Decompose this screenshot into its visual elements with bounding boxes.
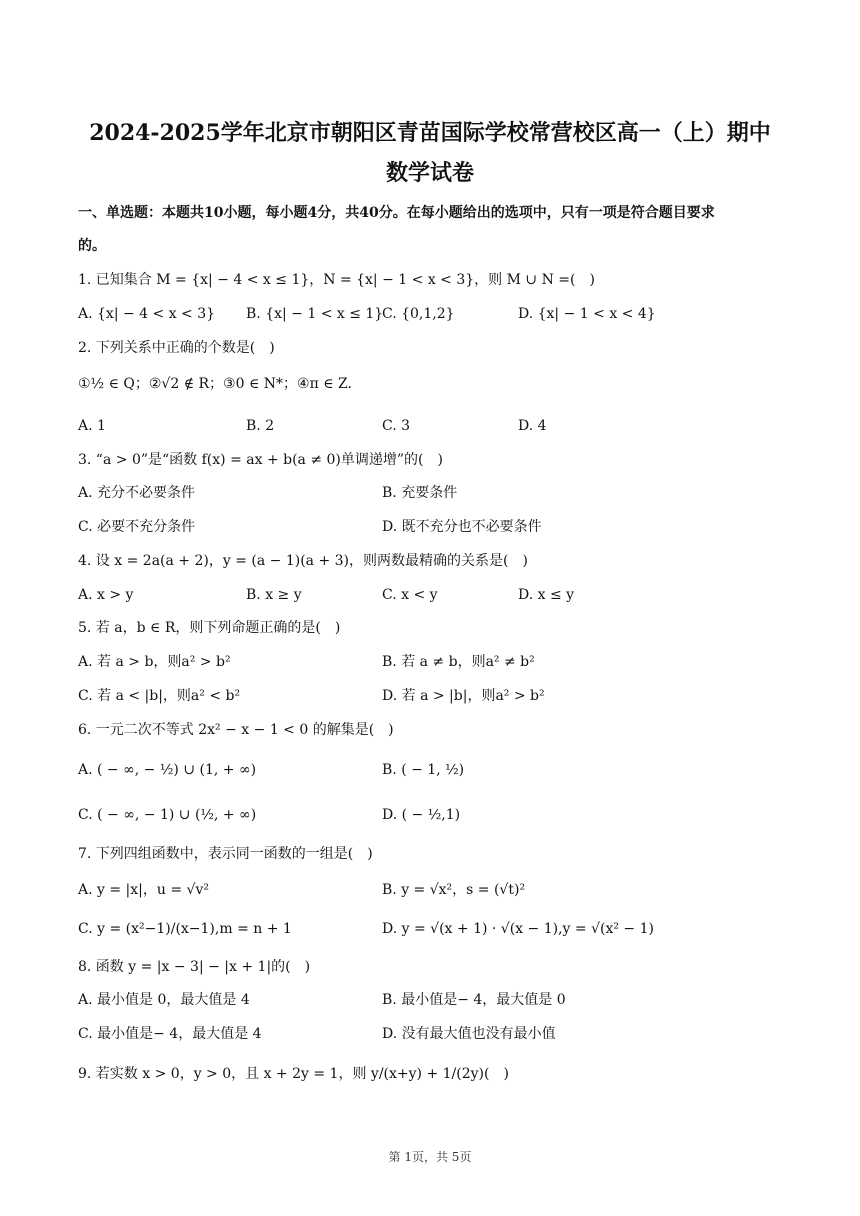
question-4-option-a: A. x > y [78, 587, 134, 603]
question-2-statements: ①½ ∈ Q；②√2 ∉ R；③0 ∈ N*；④π ∈ Z. [78, 376, 352, 392]
question-1-option-a: A. {x| − 4 < x < 3} [78, 306, 216, 322]
question-2-option-c: C. 3 [382, 418, 411, 434]
section-header-continued: 的。 [78, 238, 106, 254]
question-1-option-c: C. {0,1,2} [382, 306, 455, 322]
question-7-option-c: C. y = (x²−1)/(x−1),m = n + 1 [78, 921, 292, 937]
question-2-option-d: D. 4 [518, 418, 547, 434]
question-3-option-c: C. 必要不充分条件 [78, 519, 196, 535]
question-5-option-b: B. 若 a ≠ b，则a² ≠ b² [382, 654, 535, 670]
question-4-option-c: C. x < y [382, 587, 438, 603]
title-line-2: 数学试卷 [385, 160, 474, 186]
question-8-stem: 8. 函数 y = |x − 3| − |x + 1|的( ) [78, 959, 311, 975]
question-8-option-a: A. 最小值是 0，最大值是 4 [78, 992, 250, 1008]
question-9-stem: 9. 若实数 x > 0，y > 0，且 x + 2y = 1，则 y/(x+y) + 1/(2y)( ) [78, 1066, 509, 1082]
question-3-option-b: B. 充要条件 [382, 485, 458, 501]
question-6-option-b: B. ( − 1, ½) [382, 762, 465, 778]
question-2-option-a: A. 1 [78, 418, 106, 434]
question-7-option-a: A. y = |x|，u = √v² [78, 882, 209, 898]
question-5-option-d: D. 若 a > |b|，则a² > b² [382, 688, 545, 704]
question-2-option-b: B. 2 [246, 418, 275, 434]
question-8-option-c: C. 最小值是− 4，最大值是 4 [78, 1026, 262, 1042]
question-5-option-a: A. 若 a > b，则a² > b² [78, 654, 231, 670]
question-3-option-a: A. 充分不必要条件 [78, 485, 196, 501]
question-4-option-b: B. x ≥ y [246, 587, 302, 603]
question-5-stem: 5. 若 a，b ∈ R，则下列命题正确的是( ) [78, 620, 341, 636]
question-6-option-a: A. ( − ∞, − ½) ∪ (1, + ∞) [78, 762, 257, 778]
question-1-stem: 1. 已知集合 M = {x| − 4 < x ≤ 1}，N = {x| − 1 < x < 3}，则 M ∪ N =( ) [78, 272, 595, 288]
question-1-option-b: B. {x| − 1 < x ≤ 1} [246, 306, 384, 322]
question-1-option-d: D. {x| − 1 < x < 4} [518, 306, 656, 322]
page-footer: 第 1页，共 5页 [388, 1150, 472, 1164]
question-4-stem: 4. 设 x = 2a(a + 2)，y = (a − 1)(a + 3)，则两数最精确的关系是( ) [78, 553, 528, 569]
question-8-option-b: B. 最小值是− 4，最大值是 0 [382, 992, 566, 1008]
question-8-option-d: D. 没有最大值也没有最小值 [382, 1026, 556, 1042]
question-4-option-d: D. x ≤ y [518, 587, 575, 603]
question-7-option-d: D. y = √(x + 1) · √(x − 1),y = √(x² − 1) [382, 921, 654, 937]
question-5-option-c: C. 若 a < |b|，则a² < b² [78, 688, 241, 704]
question-7-stem: 7. 下列四组函数中，表示同一函数的一组是( ) [78, 846, 373, 862]
question-2-stem: 2. 下列关系中正确的个数是( ) [78, 340, 275, 356]
title-line-1: 2024-2025学年北京市朝阳区青苗国际学校常营校区高一（上）期中 [89, 120, 771, 146]
question-3-stem: 3. “a > 0”是“函数 f(x) = ax + b(a ≠ 0)单调递增”的( ) [78, 452, 443, 468]
question-3-option-d: D. 既不充分也不必要条件 [382, 519, 542, 535]
question-6-option-d: D. ( − ½,1) [382, 807, 461, 823]
question-7-option-b: B. y = √x²，s = (√t)² [382, 882, 526, 898]
question-6-stem: 6. 一元二次不等式 2x² − x − 1 < 0 的解集是( ) [78, 722, 394, 738]
section-header: 一、单选题：本题共10小题，每小题4分，共40分。在每小题给出的选项中，只有一项是符合题目要求 [78, 205, 715, 221]
question-6-option-c: C. ( − ∞, − 1) ∪ (½, + ∞) [78, 807, 257, 823]
